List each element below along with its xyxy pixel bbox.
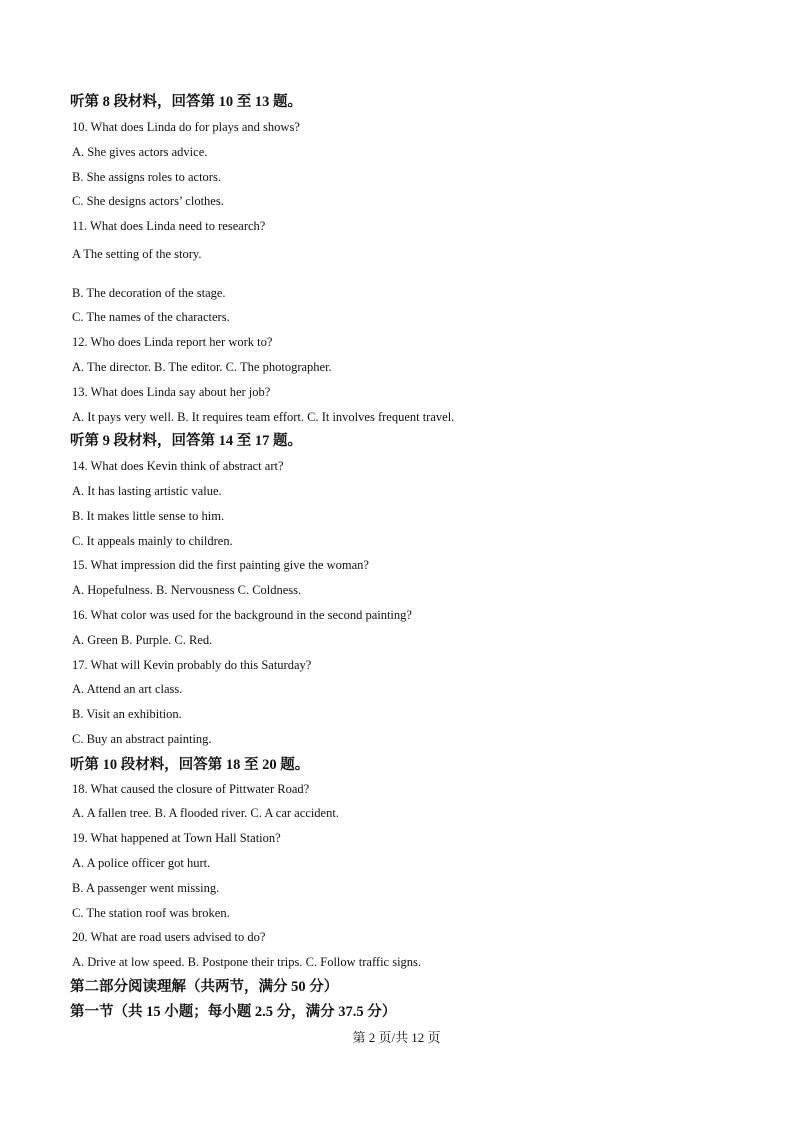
question: 17. What will Kevin probably do this Saturday? — [72, 658, 312, 672]
option: C. Buy an abstract painting. — [72, 732, 212, 746]
option: C. The names of the characters. — [72, 310, 230, 324]
section-header: 听第 8 段材料，回答第 10 至 13 题。 — [70, 94, 302, 110]
option: A. Drive at low speed. B. Postpone their trips. C. Follow traffic signs. — [72, 955, 422, 969]
option: C. She designs actors’ clothes. — [72, 194, 224, 208]
option: A The setting of the story. — [72, 247, 202, 261]
option: B. The decoration of the stage. — [72, 286, 226, 300]
option: B. Visit an exhibition. — [72, 707, 182, 721]
option: A. Green B. Purple. C. Red. — [72, 633, 213, 647]
option: A. Hopefulness. B. Nervousness C. Coldness. — [72, 583, 302, 597]
option: C. It appeals mainly to children. — [72, 534, 233, 548]
option: C. The station roof was broken. — [72, 906, 230, 920]
question: 10. What does Linda do for plays and shows? — [72, 120, 300, 134]
option: B. A passenger went missing. — [72, 881, 220, 895]
question: 19. What happened at Town Hall Station? — [72, 831, 281, 845]
option: B. She assigns roles to actors. — [72, 170, 221, 184]
part-header: 第二部分阅读理解（共两节，满分 50 分） — [70, 979, 339, 995]
option: A. A police officer got hurt. — [72, 856, 211, 870]
page-footer: 第 2 页/共 12 页 — [352, 1030, 441, 1045]
question: 11. What does Linda need to research? — [72, 219, 266, 233]
question: 20. What are road users advised to do? — [72, 930, 266, 944]
section-header: 听第 10 段材料，回答第 18 至 20 题。 — [70, 757, 310, 773]
option: A. It pays very well. B. It requires team effort. C. It involves frequent travel. — [72, 410, 455, 424]
question: 15. What impression did the first painting give the woman? — [72, 558, 369, 572]
section-header: 第一节（共 15 小题；每小题 2.5 分，满分 37.5 分） — [70, 1004, 397, 1020]
option: A. It has lasting artistic value. — [72, 484, 222, 498]
question: 16. What color was used for the background in the second painting? — [72, 608, 412, 622]
option: A. A fallen tree. B. A flooded river. C. A car accident. — [72, 806, 339, 820]
question: 12. Who does Linda report her work to? — [72, 335, 273, 349]
option: A. She gives actors advice. — [72, 145, 208, 159]
question: 18. What caused the closure of Pittwater Road? — [72, 782, 310, 796]
question: 13. What does Linda say about her job? — [72, 385, 271, 399]
option: A. Attend an art class. — [72, 682, 183, 696]
option: A. The director. B. The editor. C. The photographer. — [72, 360, 332, 374]
option: B. It makes little sense to him. — [72, 509, 225, 523]
section-header: 听第 9 段材料，回答第 14 至 17 题。 — [70, 433, 302, 449]
question: 14. What does Kevin think of abstract art? — [72, 459, 284, 473]
